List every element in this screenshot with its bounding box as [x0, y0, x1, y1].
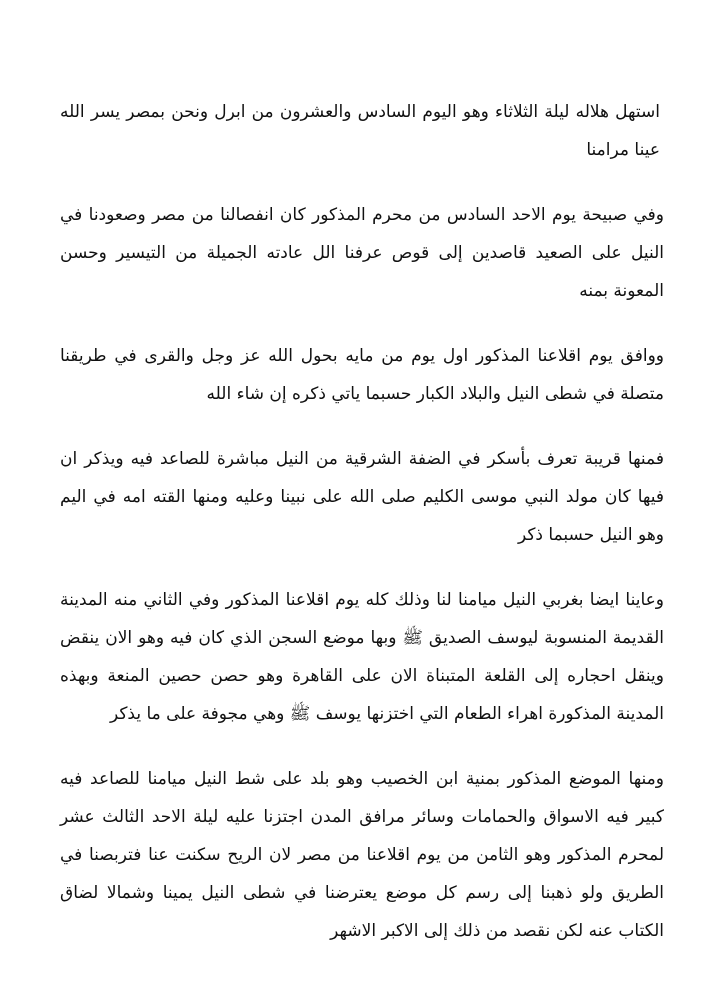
paragraph-5: وعاينا ايضا بغربي النيل ميامنا لنا وذلك كله يوم اقلاعنا المذكور وفي الثاني منه المدينة القديمة المنسوبة ليوسف الصديق ﷺ وبها موضع السجن الذي كان فيه وهو الان ينقض وينقل احجاره إلى القلعة المتبناة الان على القاهرة وهو حصن حصين المنعة وبهذه المدينة المذكورة اهراء الطعام التي اختزنها يوسف ﷺ وهي مجوفة على ما يذكر [60, 590, 664, 724]
paragraph-2: وفي صبيحة يوم الاحد السادس من محرم المذكور كان انفصالنا من مصر وصعودنا في النيل على الصعيد قاصدين إلى قوص عرفنا الل عادته الجميلة من التيسير وحسن المعونة بمنه [60, 205, 664, 301]
paragraph-3: ووافق يوم اقلاعنا المذكور اول يوم من مايه بحول الله عز وجل والقرى في طريقنا متصلة في شطى النيل والبلاد الكبار حسبما ياتي ذكره إن شاء الله [60, 346, 664, 404]
paragraph-4: فمنها قريبة تعرف بأسكر في الضفة الشرقية من النيل مباشرة للصاعد فيه ويذكر ان فيها كان مولد النبي موسى الكليم صلى الله على نبينا وعليه ومنها القته امه في اليم وهو النيل حسبما ذكر [60, 449, 664, 545]
document-body [60, 93, 664, 977]
paragraph-6: ومنها الموضع المذكور بمنية ابن الخصيب وهو بلد على شط النيل ميامنا للصاعد فيه كبير فيه الاسواق والحمامات وسائر مرافق المدن اجتزنا عليه ليلة الاحد الثالث عشر لمحرم المذكور وهو الثامن من يوم اقلاعنا من مصر لان الريح سكنت عنا فتربصنا في الطريق ولو ذهبنا إلى رسم كل موضع يعترضنا في شطى النيل يمينا وشمالا لضاق الكتاب عنه لكن نقصد من ذلك إلى الاكبر الاشهر [60, 769, 664, 941]
paragraph-1: استهل هلاله ليلة الثلاثاء وهو اليوم السادس والعشرون من ابرل ونحن بمصر يسر الله عينا مرامنا [60, 102, 660, 160]
